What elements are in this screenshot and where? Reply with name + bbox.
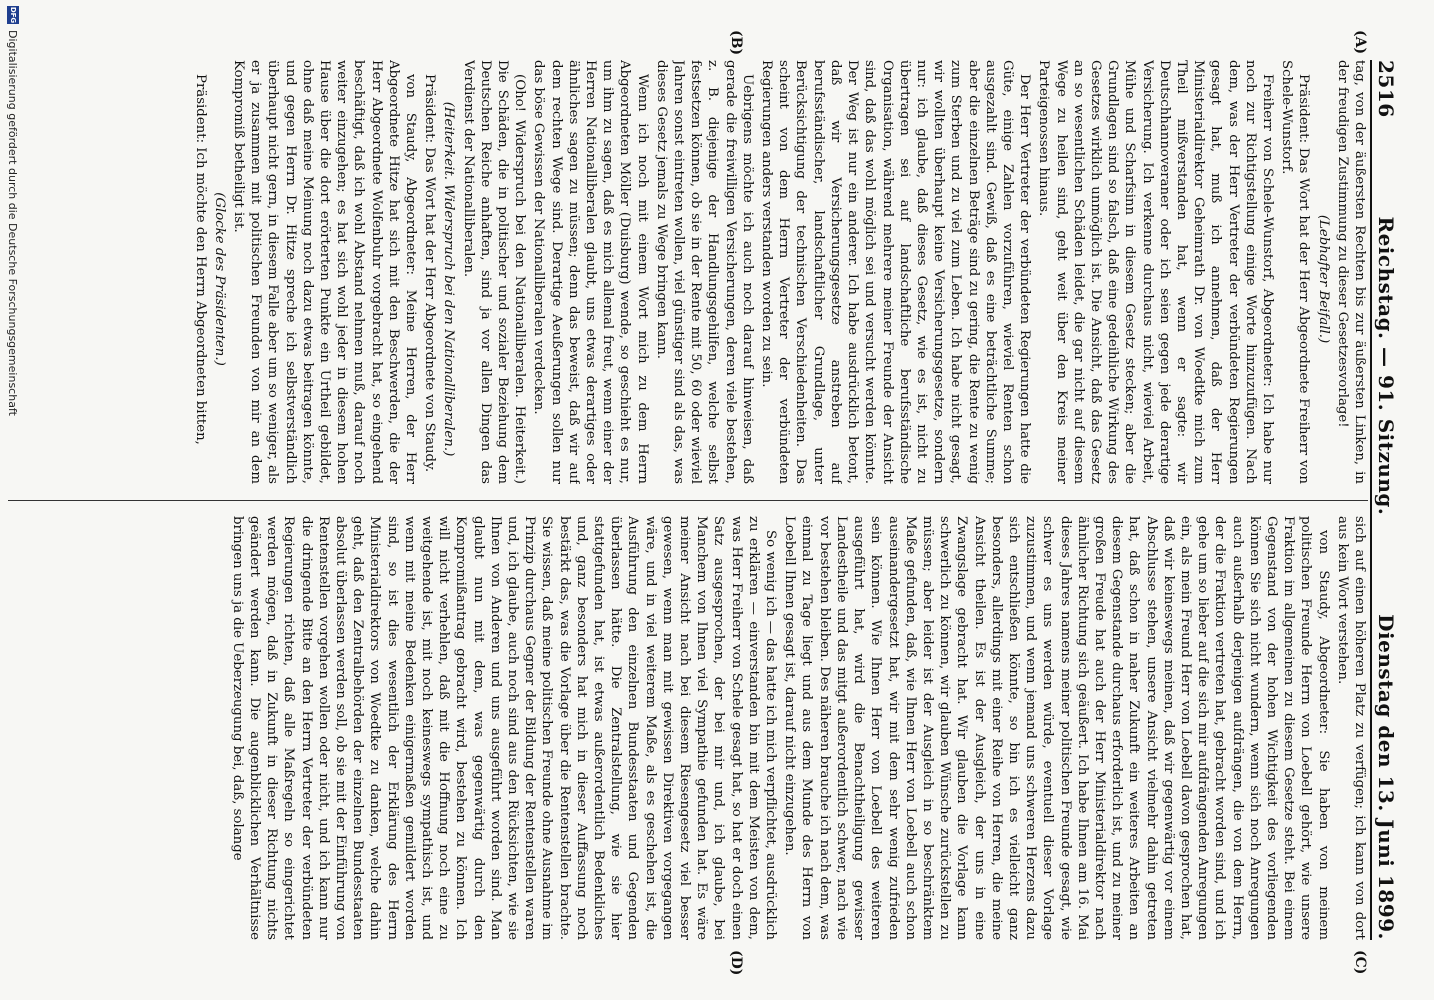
- dfg-logo: DFG: [9, 6, 17, 24]
- digitization-credit: Digitalisierung gefördert durch die Deutsche Forschungsgemeinschaft: [6, 30, 20, 416]
- paragraph: Präsident: Ich möchte den Herrn Abgeordneten bitten,: [192, 74, 208, 445]
- session-title: Reichstag. — 91. Sitzung.: [1374, 216, 1398, 516]
- column-divider: [8, 500, 1368, 501]
- page-header: [1370, 60, 1400, 940]
- margin-marker-d: (D): [728, 950, 744, 976]
- left-column: [8, 60, 1368, 484]
- page-number: 2516: [1374, 60, 1398, 118]
- paragraph: von Staudy, Abgeordneter: Sie haben von meinem politischen Freunde Herrn von Loebell gehört, wie unsere Fraktion im allgemeinen zu diesem Gesetze steht. Bei einem Gegenstand von der hohen Wichtigkeit des vorliegenden können Sie sich nicht wundern, wenn sich noch Anregungen auch außerhalb derjenigen aufdrängen, die von dem Herrn, der die Fraktion vertreten hat, gebracht worden sind, und ich gehe um so lieber auf die sich mir aufdrängenden Anregungen ein, als mein Freund Herr von Loebell davon gesprochen hat, daß wir keineswegs meinen, daß wir gegenwärtig vor einem Abschlusse stehen, unsere Ansicht vielmehr dahin getreten hat, daß schon in naher Zukunft ein weiteres Arbeiten an diesem Gegenstande durchaus erforderlich ist, und zu meiner großen Freude hat auch der Herr Ministerialdirektor nach ähnlicher Richtung sich geäußert. Ich habe Ihnen am 16. Mai dieses Jahres namens meiner politischen Freunde gesagt, wie schwer es uns werden würde, eventuell dieser Vorlage zuzustimmen, und wenn jemand uns schweren Herzens dazu sich entschließen könnte, so bin ich es vielleicht ganz besonders, allerdings mit einer Reihe von Herren, die meine Ansicht theilen. Es ist der Ausgleich, der uns in eine Zwangslage gebracht hat. Wir glauben die Vorlage kann schwerlich zu können, wir glauben Wünsche zurückstellen zu müssen; aber leider ist der Ausgleich in so beschränktem Maße gefunden, daß, wie Ihnen Herr von Loebell auch schon auseinandergesetzt hat, wir mit dem sehr wenig zufrieden sein können. Wie Ihnen Herr von Loebell des weiteren ausgeführt hat, wird die Benachtheiligung gewisser Landestheile und das mitgt außerordentlich schwer, nach wie vor bestehen bleiben. Des näheren brauche ich nach dem, was einmal zu Tage liegt und aus dem Munde des Herrn von Loebell Ihnen gesagt ist, darauf nicht einzugehen.: [782, 516, 1331, 940]
- paragraph: Freiherr von Schele-Wunstorf, Abgeordneter: Ich habe nur noch zur Richtigstellung einige Worte hinzuzufügen. Nach dem, was der Herr Vertreter der verbündeten Regierungen gesagt hat, muß ich annehmen, daß der Herr Ministerialdirektor Geheimrath Dr. von Woedtke mich zum Theil mißverstanden hat, wenn er sagte: wir Deutschhannoveraner oder ich seien gegen jede derartige Versicherung. Ich verkenne durchaus nicht, wieviel Arbeit, Mühe und Scharfsinn in diesem Gesetz stecken; aber die Grundlagen sind so falsch, daß eine gedeihliche Wirkung des Gesetzes wirklich unmöglich ist. Die Ansicht, daß das Gesetz an so wesentlichen Schäden leidet, die gar nicht auf diesem Wege zu heilen sind, geht weit über den Kreis meiner Parteigenossen hinaus.: [1036, 60, 1275, 484]
- margin-marker-b: (B): [728, 30, 744, 56]
- stage-note: (Heiterkeit. Widerspruch bei den Nationalliberalen.): [441, 101, 457, 457]
- right-column: [8, 516, 1368, 940]
- paragraph: sich auf einen höheren Platz zu verfügen; ich kann von dort aus kein Wort verstehen.: [1334, 516, 1367, 940]
- paragraph: So wenig ich — das hatte ich mich verpflichtet, ausdrücklich zu erklären — einverstanden bin mit dem Meisten von dem, was Herr Freiherr von Schele gesagt hat, so hat er doch einen Satz ausgesprochen, der bei mir und, ich glaube, bei Manchem von Ihnen viel Sympathie gefunden hat. Es wäre meiner Ansicht nach bei diesem Riesengesetz viel besser gewesen, wenn man mit gewissen Direktiven vorgegangen wäre, und in viel weiterem Maße, als es geschehen ist, die Ausführung den einzelnen Bundesstaaten und Gegenden überlassen hätte. Die Zentralstellung, wie sie hier stattgefunden hat, ist etwas außerordentlich Bedenkliches und, ganz besonders hat mich in dieser Auffassung noch bestärkt das, was die Vorlage über die Rentenstellen brachte. Sie wissen, daß meine politischen Freunde ohne Ausnahme im Prinzip durchaus Gegner der Bildung der Rentenstellen waren und, ich glaube, auch noch sind aus den Rücksichten, wie sie Ihnen von Anderen und uns ausgeführt worden sind. Man glaubt nun mit dem, was gegenwärtig durch den Kompromißantrag gebracht wird, bestehen zu können. Ich will nicht verhehlen, daß mit die Hoffnung noch eine zu weitgehende ist, mit noch keineswegs sympathisch ist, und wenn mit meine Bedenken einigermaßen gemildert worden sind, so ist dies wesentlich der Erklärung des Herrn Ministerialdirektors von Woedtke zu danken, welche dahin geht, daß den Zentralbehörden der einzelnen Bundesstaaten absolut überlassen werden soll, ob sie mit der Einführung von Rentenstellen vorgehen wollen oder nicht, und ich kann nur die dringende Bitte an den Herrn Vertreter der verbündeten Regierungen richten, daß alle Maßregeln so eingerichtet werden mögen, daß in Zukunft in dieser Richtung nichts geändert werden kann. Die augenblicklichen Verhältnisse bringen uns ja die Ueberzeugung bei, daß, solange: [229, 516, 779, 940]
- paragraph: von Staudy, Abgeordneter: Meine Herren, der Herr Abgeordnete Hitze hat sich mit den Beschwerden, die der Herr Abgeordnete Wolfenbuhr vorgebracht hat, so eingehend beschäftigt, daß ich wohl Abstand nehmen muß, darauf noch weiter einzugehen; es hat sich wohl jeder in diesem hohen Hause über die dort erörterten Punkte ein Urtheil gebildet, ohne daß meine Meinung noch dazu etwas beitragen könnte, und gegen Herrn Dr. Hitze spreche ich selbstverständlich überhaupt nicht gern, in diesem Falle aber um so weniger, als er ja zusammen mit politischen Freunden von mir an dem Kompromiß betheiligt ist.: [231, 60, 419, 484]
- paragraph: Präsident: Das Wort hat der Herr Abgeordnete Freiherr von Schele-Wunstorf.: [1279, 60, 1312, 484]
- margin-marker-c: (C): [1352, 950, 1368, 975]
- paragraph: (Oho! Widerspruch bei den Nationalliberalen. Heiterkeit.) Die Schäden, die in politischer und sozialer Beziehung dem Deutschen Reiche anhaften, sind ja vor allen Dingen das Verdienst der Nationalliberalen.: [460, 60, 528, 484]
- paragraph: Wenn ich noch mit einem Wort mich zu dem Herrn Abgeordneten Möller (Duisburg) wende, so geschieht es nur, um ihm zu sagen, daß es mich allemal freut, wenn einer der Herren Nationalliberalen glaubt, uns etwas derartiges oder ähnliches sagen zu müssen; denn das beweist, daß wir auf dem rechten Wege sind. Derartige Aeußerungen sollen nur das böse Gewissen der Nationalliberalen verdecken.: [531, 60, 650, 484]
- stage-note: (Lebhafter Beifall.): [1315, 214, 1331, 344]
- margin-marker-a: (A): [1352, 30, 1368, 55]
- paragraph: Uebrigens möchte ich auch noch darauf hinweisen, daß gerade die freiwilligen Versicherungen, deren viele bestehen, z. B. diejenige der Handlungsgehilfen, welche selbst festsetzen können, ob sie in der Rente mit 50, 60 oder wieviel Jahren sonst eintreten wollen, viel günstiger sind als das, was dieses Gesetz jemals zu Wege bringen kann.: [653, 60, 755, 484]
- text-columns: [8, 60, 1368, 940]
- paragraph: Der Herr Vertreter der verbündeten Regierungen hatte die Güte, einige Zahlen vorzuführen, wieviel Renten schon ausgezahlt sind. Gewiß, daß es eine beträchtliche Summe; aber die einzelnen Beträge sind zu gering, die Rente zu wenig zum Sterben und zu viel zum Leben. Ich habe nicht gesagt, wir wollten überhaupt keine Versicherungsgesetze, sondern nur: ich glaube, daß dieses Gesetz, wie es ist, nicht zu übertragen sei auf landschaftliche berufsständische Organisation, während mehrere meiner Freunde der Ansicht sind, daß das wohl möglich sei und versucht werden könnte. Der Weg ist nur ein anderer. Ich habe ausdrücklich betont, daß wir Versicherungsgesetze anstreben auf berufsständischer, landschaftlicher Grundlage, unter Berücksichtigung der technischen Verschiedenheiten. Das scheint von dem Herrn Vertreter der verbündeten Regierungen anders verstanden worden zu sein.: [759, 60, 1033, 484]
- paragraph: tag, von der äußersten Rechten bis zur äußersten Linken, in der freudigen Zustimmung zu dieser Gesetzesvorlage!: [1334, 60, 1367, 484]
- paragraph: Präsident: Das Wort hat der Herr Abgeordnete von Staudy.: [422, 74, 438, 473]
- stage-note: (Glocke des Präsidenten.): [211, 192, 227, 366]
- digitization-footer: [2, 0, 24, 1000]
- session-date: Dienstag den 13. Juni 1899.: [1374, 614, 1398, 940]
